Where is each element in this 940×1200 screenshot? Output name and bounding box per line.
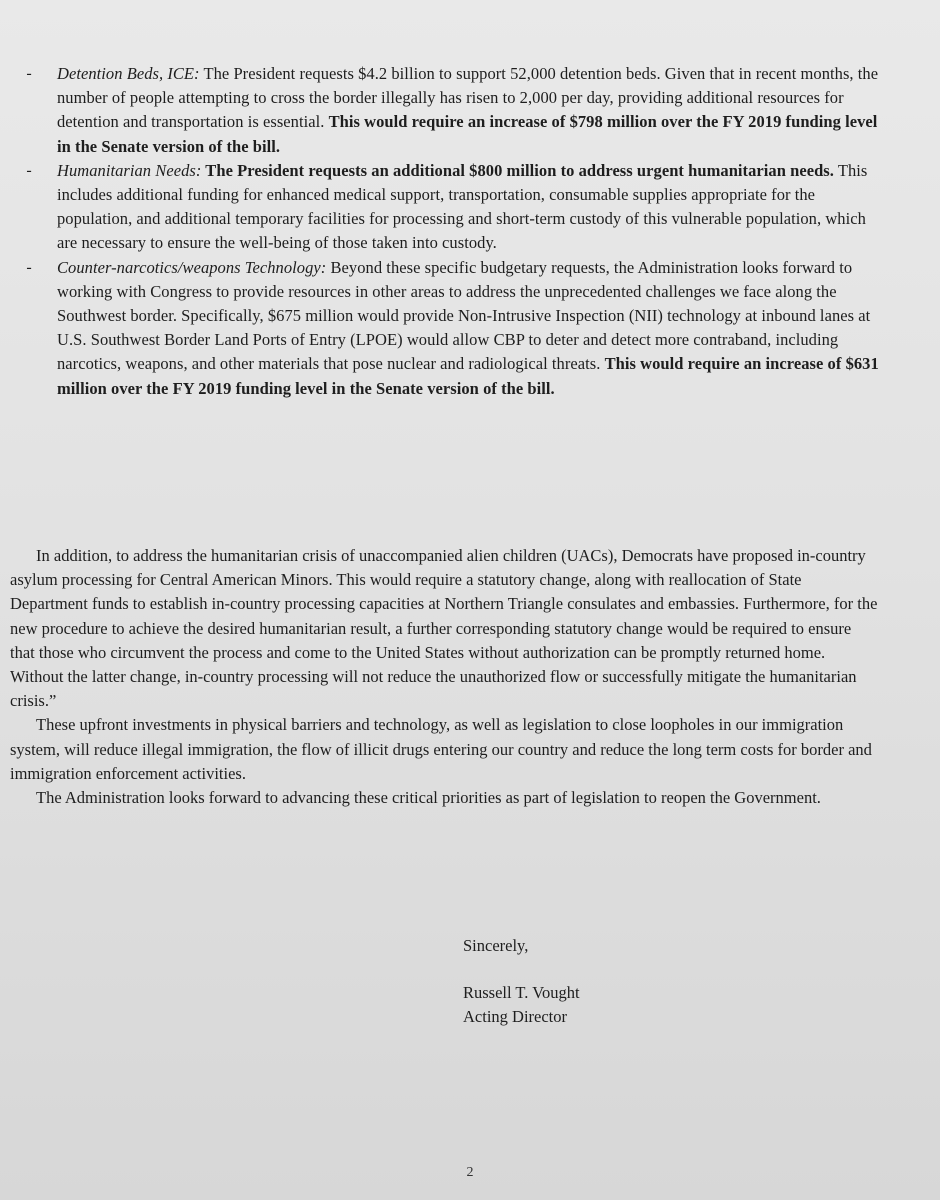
- signer-name: Russell T. Vought: [463, 983, 580, 1002]
- budget-request-list: [26, 62, 887, 401]
- bullet-body: This includes additional funding for enhanced medical support, transportation, consumable supplies appropriate for the population, and additional temporary facilities for processing and short-term custody of this vulnerable population, which are necessary to ensure the well-being of those taken into custody.: [57, 160, 868, 253]
- bullet-text: [57, 62, 887, 159]
- salutation: Sincerely,: [463, 936, 529, 955]
- paragraph-uac: In addition, to address the humanitarian crisis of unaccompanied alien children (UACs), Democrats have proposed in-country asylum processing for Central American Minors. This would require a statutory change, along with reallocation of State Department funds to establish in-country processing capacities at Northern Triangle consulates and embassies. Furthermore, for the new procedure to achieve the desired humanitarian result, a further corresponding statutory change would be required to ensure that those who circumvent the process and come to the United States without authorization can be promptly returned home. Without the latter change, in-country processing will not reduce the unauthorized flow or successfully mitigate the humanitarian crisis.”: [10, 546, 878, 711]
- bullet-text: [57, 256, 887, 401]
- bullet-text: [57, 159, 887, 256]
- bullet-dash: -: [26, 161, 32, 179]
- paragraph-reopen-government: The Administration looks forward to advancing these critical priorities as part of legislation to reopen the Government.: [36, 788, 821, 808]
- bullet-dash: -: [26, 258, 32, 276]
- bullet-counter-narcotics: [26, 256, 887, 401]
- bullet-body: Beyond these specific budgetary requests, the Administration looks forward to working with Congress to provide resources in other areas to address the unprecedented challenges we face along the Southwest border. Specifically, $675 million would provide Non-Intrusive Inspection (NII) technology at inbound lanes at U.S. Southwest Border Land Ports of Entry (LPOE) would allow CBP to deter and detect more contraband, including narcotics, weapons, and other materials that pose nuclear and radiological threats.: [57, 257, 871, 374]
- paragraph-investments: These upfront investments in physical barriers and technology, as well as legislation to close loopholes in our immigration system, will reduce illegal immigration, the flow of illicit drugs entering our country and reduce the long term costs for border and immigration enforcement activities.: [10, 715, 872, 783]
- bullet-humanitarian-needs: [26, 159, 887, 256]
- signer-title: Acting Director: [463, 1007, 568, 1026]
- bullet-bold-statement: The President requests an additional $800 million to address urgent humanitarian needs.: [201, 160, 834, 180]
- bullet-bold-statement: This would require an increase of $798 million over the FY 2019 funding level in the Senate version of the bill.: [57, 112, 878, 156]
- letter-body: [10, 544, 880, 810]
- bullet-body: The President requests $4.2 billion to support 52,000 detention beds. Given that in recent months, the number of people attempting to cross the border illegally has risen to 2,000 per day, providing additional resources for detention and transportation is essential.: [57, 64, 879, 132]
- bullet-bold-statement: This would require an increase of $631 million over the FY 2019 funding level in the Senate version of the bill.: [57, 354, 879, 398]
- bullet-dash: -: [26, 65, 32, 82]
- bullet-label: Detention Beds, ICE:: [57, 64, 200, 83]
- signature-block: [463, 934, 580, 1029]
- bullet-label: Humanitarian Needs:: [57, 160, 202, 180]
- page-number: 2: [466, 1165, 474, 1180]
- bullet-detention-beds: [26, 62, 887, 159]
- bullet-label: Counter-narcotics/weapons Technology:: [57, 257, 327, 277]
